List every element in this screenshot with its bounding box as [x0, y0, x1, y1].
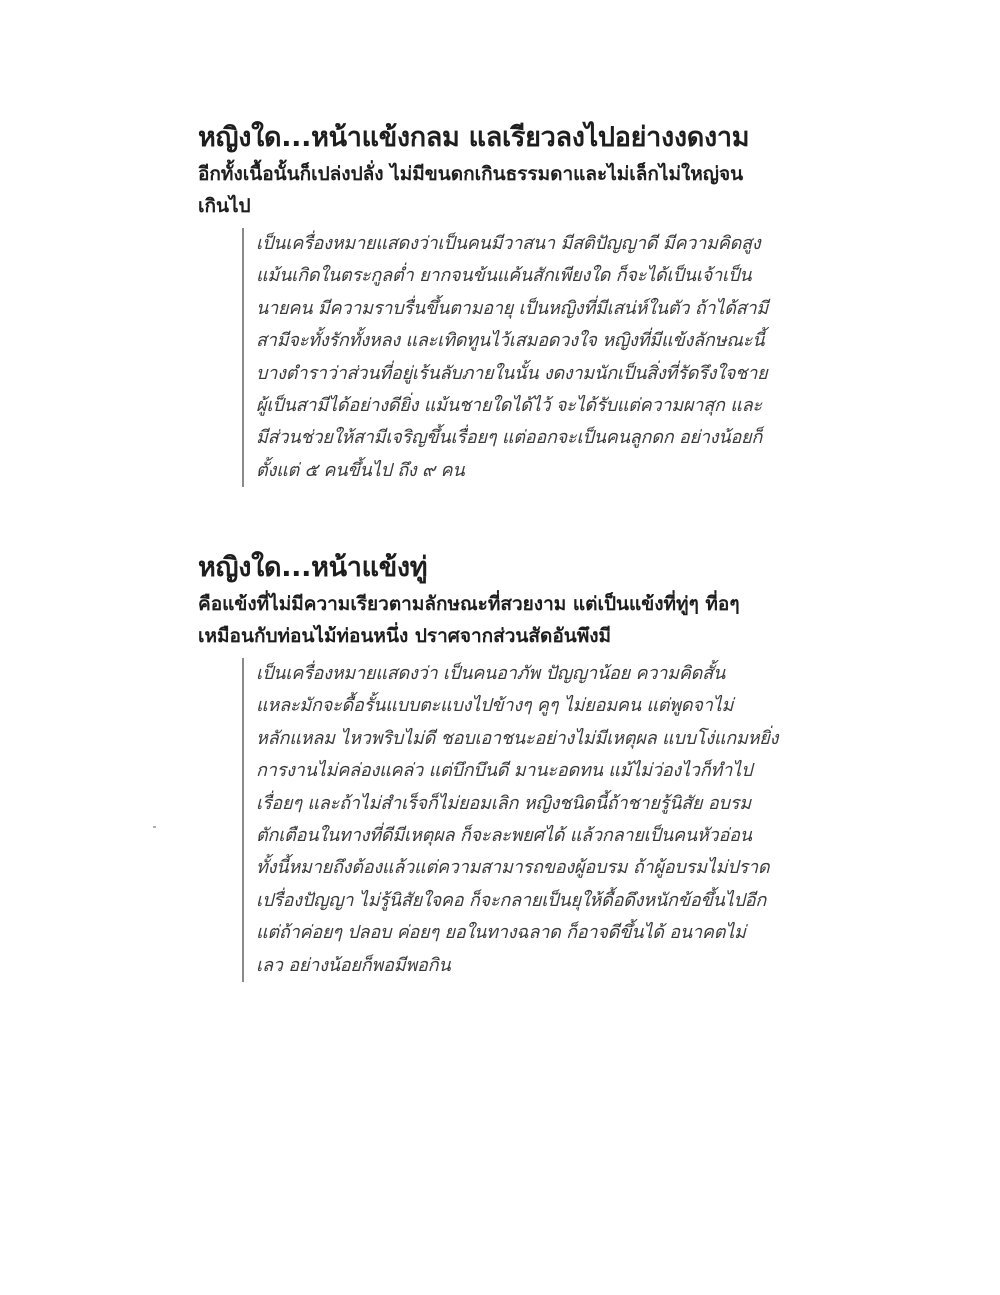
- body-paragraph: [242, 658, 792, 982]
- subheading-line: เหมือนกับท่อนไม้ท่อนหนึ่ง ปราศจากส่วนสัดอันพึงมี: [198, 625, 612, 647]
- body-line: แหละมักจะดื้อรั้นแบบตะแบงไปข้างๆ คูๆ ไม่ยอมคน แต่พูดจาไม่: [256, 695, 734, 717]
- subheading-line: อีกทั้งเนื้อนั้นก็เปล่งปลั่ง ไม่มีขนดกเกินธรรมดาและไม่เล็กไม่ใหญ่จน: [198, 163, 744, 185]
- subheading-line: คือแข้งที่ไม่มีความเรียวตามลักษณะที่สวยงาม แต่เป็นแข้งที่ทู่ๆ ที่อๆ: [198, 593, 740, 615]
- body-paragraph: [242, 228, 792, 487]
- body-line: เรื่อยๆ และถ้าไม่สำเร็จก็ไม่ยอมเลิก หญิงชนิดนี้ถ้าชายรู้นิสัย อบรม: [256, 792, 751, 814]
- body-line: ผู้เป็นสามีได้อย่างดียิ่ง แม้นชายใดได้ไว้ จะได้รับแต่ความผาสุก และ: [256, 395, 762, 417]
- body-line: แม้นเกิดในตระกูลต่ำ ยากจนข้นแค้นสักเพียงใด ก็จะได้เป็นเจ้าเป็น: [256, 265, 752, 287]
- body-line: หลักแหลม ไหวพริบไม่ดี ชอบเอาชนะอย่างไม่มีเหตุผล แบบโง่แกมหยิ่ง: [256, 727, 779, 749]
- section-straight-shin: [198, 118, 798, 487]
- body-line: ตั้งแต่ ๕ คนขึ้นไป ถึง ๙ คน: [256, 459, 465, 481]
- subheading-line: เกินไป: [198, 195, 251, 217]
- scan-speck: [153, 826, 156, 828]
- body-line: นายคน มีความราบรื่นขึ้นตามอายุ เป็นหญิงที่มีเสน่ห์ในตัว ถ้าได้สามี: [256, 297, 769, 319]
- section-heading: หญิงใด...หน้าแข้งกลม แลเรียวลงไปอย่างงดงาม: [198, 122, 750, 153]
- section-subheading: [198, 588, 798, 652]
- body-line: การงานไม่คล่องแคล่ว แต่บึกบึนดี มานะอดทน แม้ไม่ว่องไวก็ทำไป: [256, 760, 753, 782]
- body-line: บางตำราว่าส่วนที่อยู่เร้นลับภายในนั้น งดงามนักเป็นสิ่งที่รัดรึงใจชาย: [256, 362, 768, 384]
- body-line: ตักเตือนในทางที่ดีมีเหตุผล ก็จะละพยศได้ แล้วกลายเป็นคนหัวอ่อน: [256, 825, 752, 847]
- section-heading: หญิงใด...หน้าแข้งทู่: [198, 552, 428, 583]
- body-line: แต่ถ้าค่อยๆ ปลอบ ค่อยๆ ยอในทางฉลาด ก็อาจดีขึ้นได้ อนาคตไม่: [256, 922, 746, 944]
- section-blunt-shin: [198, 548, 798, 982]
- body-line: เป็นเครื่องหมายแสดงว่าเป็นคนมีวาสนา มีสติปัญญาดี มีความคิดสูง: [256, 233, 761, 254]
- body-line: สามีจะทั้งรักทั้งหลง และเทิดทูนไว้เสมอดวงใจ หญิงที่มีแข้งลักษณะนี้: [256, 330, 765, 352]
- body-line: เปรื่องปัญญา ไม่รู้นิสัยใจคอ ก็จะกลายเป็นยุให้ดื้อดึงหนักข้อขึ้นไปอีก: [256, 889, 767, 911]
- section-subheading: [198, 158, 798, 222]
- body-line: เลว อย่างน้อยก็พอมีพอกิน: [256, 954, 451, 976]
- body-line: มีส่วนช่วยให้สามีเจริญขึ้นเรื่อยๆ แต่ออกจะเป็นคนลูกดก อย่างน้อยก็: [256, 427, 763, 449]
- body-line: ทั้งนี้หมายถึงต้องแล้วแต่ความสามารถของผู้อบรม ถ้าผู้อบรมไม่ปราด: [256, 857, 770, 879]
- body-line: เป็นเครื่องหมายแสดงว่า เป็นคนอาภัพ ปัญญาน้อย ความคิดสั้น: [256, 663, 726, 684]
